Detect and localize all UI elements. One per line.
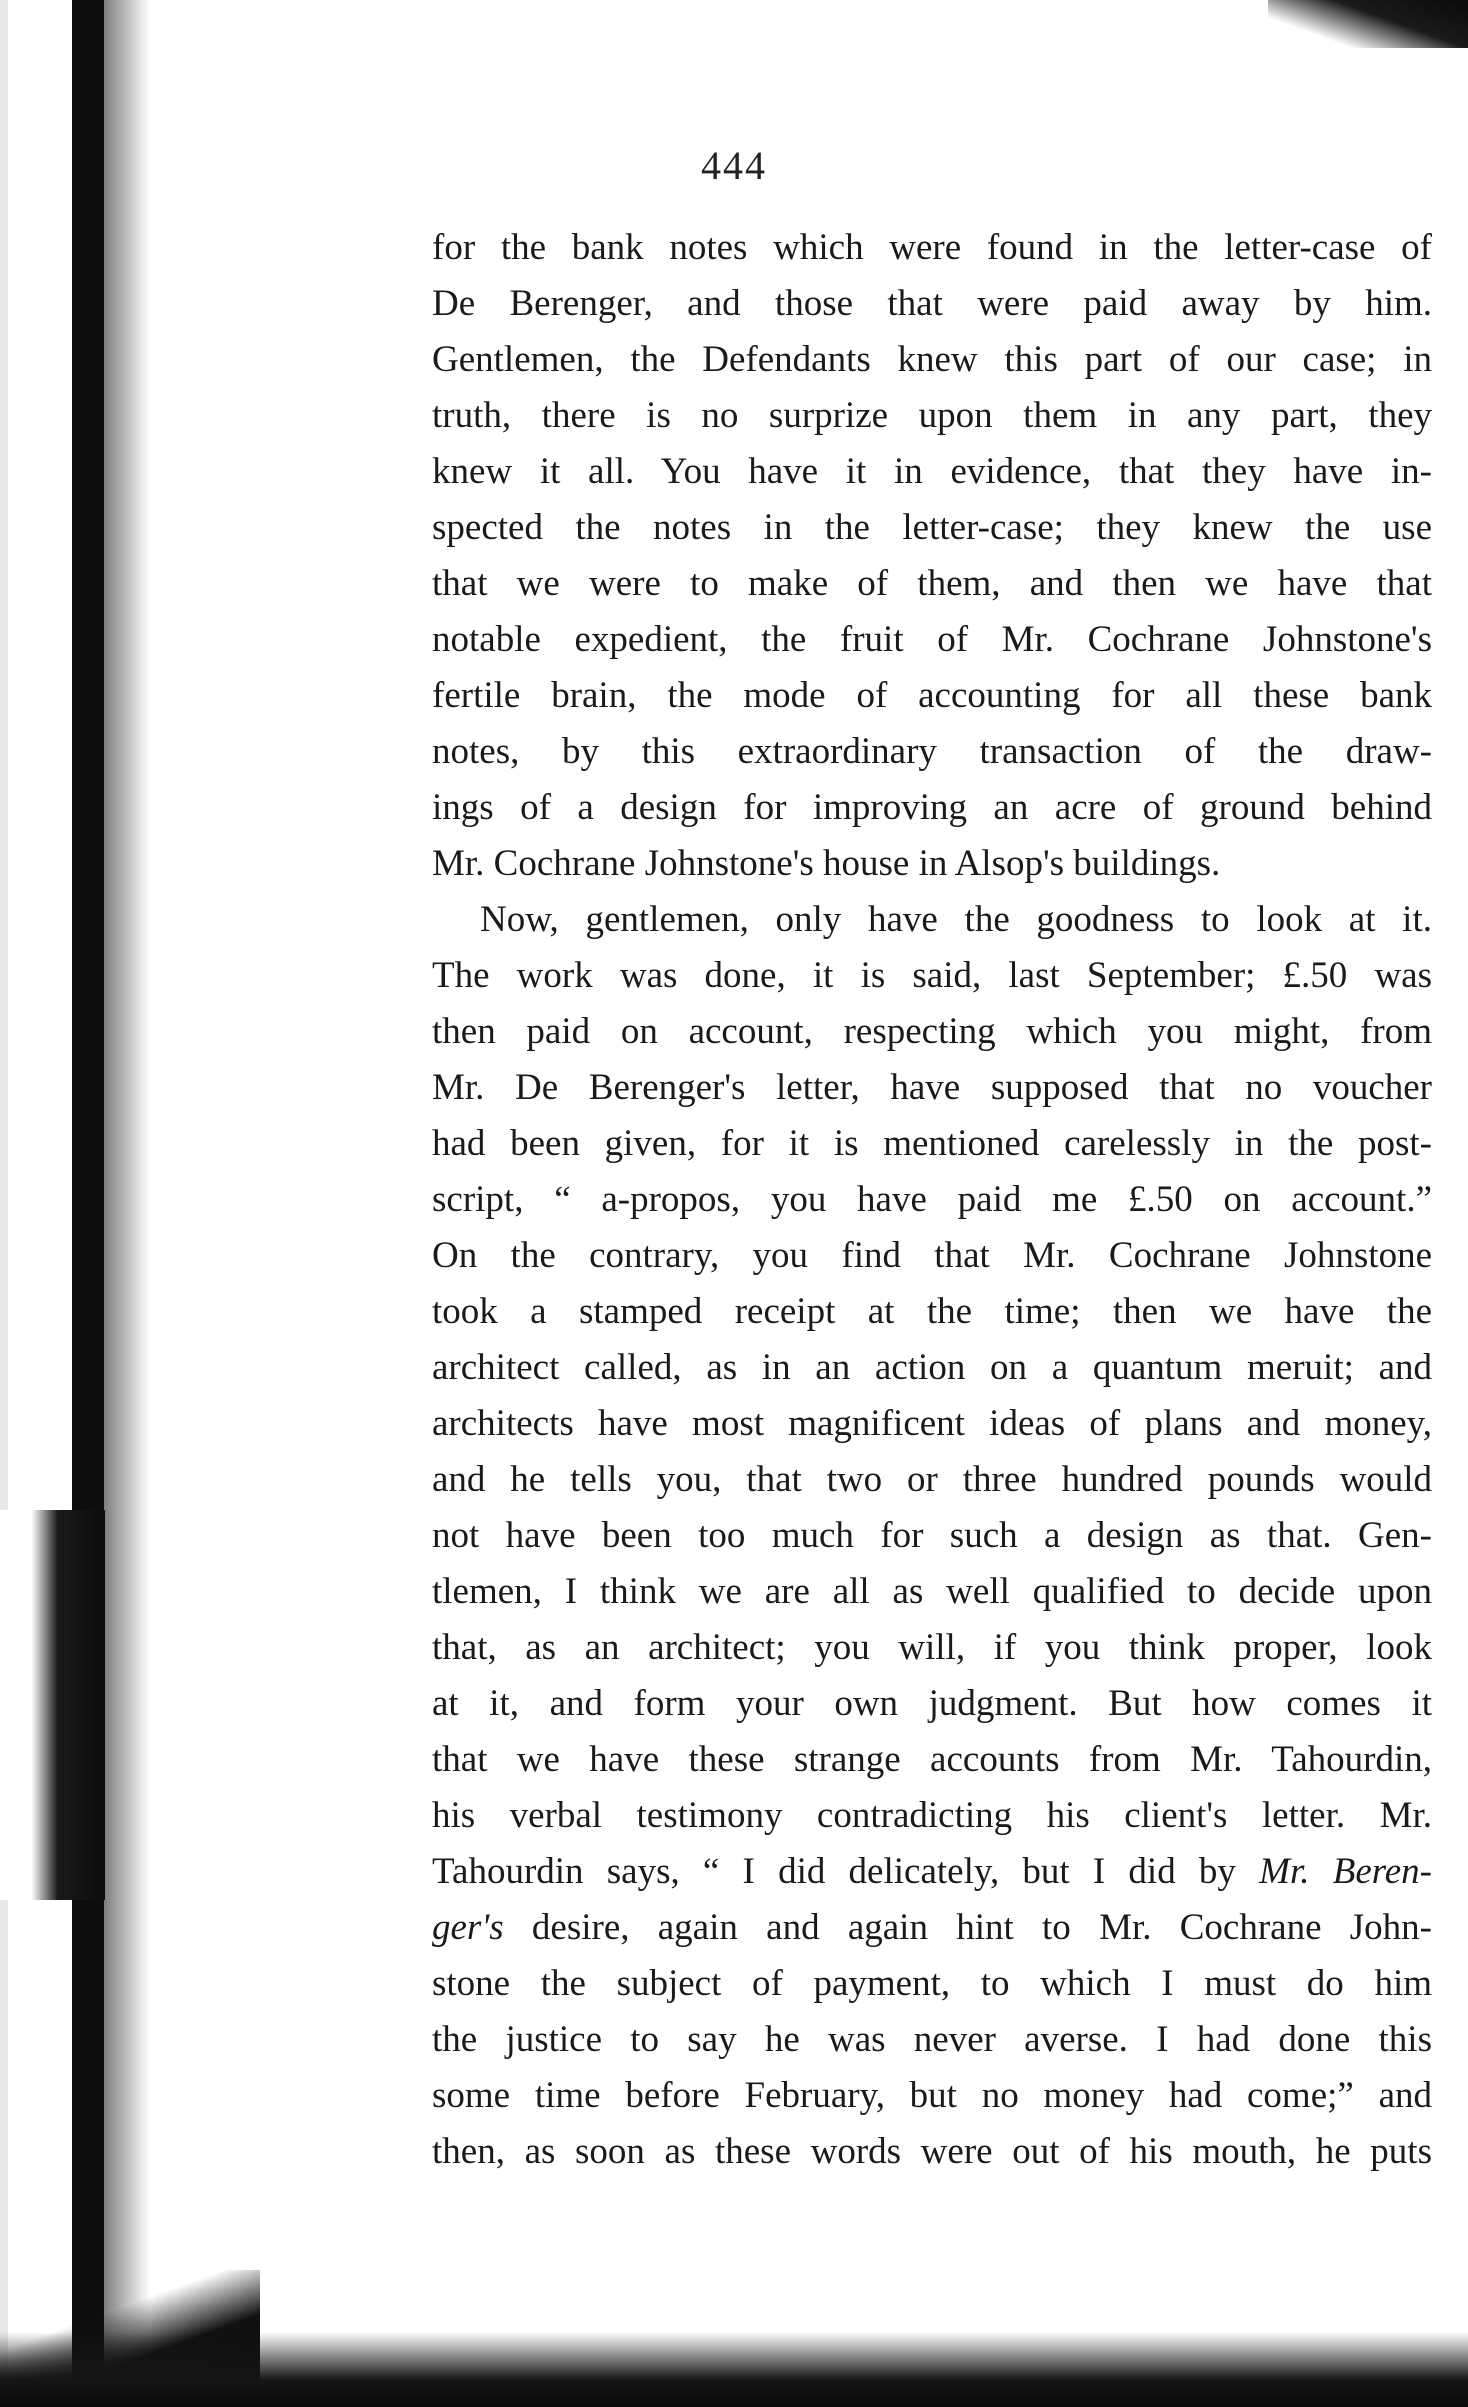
text-line: script, “ a-propos, you have paid me £.50 on account.” xyxy=(432,1179,1432,1220)
page-number: 444 xyxy=(701,143,767,188)
text-line: knew it all. You have it in evidence, that they have in- xyxy=(432,451,1432,492)
binding-shadow-fade xyxy=(104,0,150,2407)
text-line: and he tells you, that two or three hundred pounds would xyxy=(432,1459,1432,1500)
text-line: tlemen, I think we are all as well qualified to decide upon xyxy=(432,1571,1432,1612)
text-line: spected the notes in the letter-case; they knew the use xyxy=(432,507,1432,548)
text-line: On the contrary, you find that Mr. Cochrane Johnstone xyxy=(432,1235,1432,1276)
text-line: fertile brain, the mode of accounting for all these bank xyxy=(432,675,1432,716)
text-line-part: desire, again and again hint to Mr. Cochrane John- xyxy=(531,1907,1432,1948)
page-left-edge xyxy=(0,0,8,2407)
text-line: Now, gentlemen, only have the goodness to look at it. xyxy=(480,899,1432,940)
text-line-with-italic xyxy=(432,1900,1432,1956)
binding-shadow xyxy=(72,0,104,2407)
page-corner-curl xyxy=(1268,0,1468,48)
text-line: The work was done, it is said, last September; £.50 was xyxy=(432,955,1432,996)
text-line: architect called, as in an action on a quantum meruit; and xyxy=(432,1347,1432,1388)
page-bottom-curl xyxy=(0,2300,1468,2407)
text-line: then paid on account, respecting which you might, from xyxy=(432,1011,1432,1052)
text-line: ings of a design for improving an acre of ground behind xyxy=(432,787,1432,828)
text-line: some time before February, but no money had come;” and xyxy=(432,2075,1432,2116)
text-line: that, as an architect; you will, if you think proper, look xyxy=(432,1627,1432,1668)
text-line: Mr. De Berenger's letter, have supposed that no voucher xyxy=(432,1067,1432,1108)
text-line: not have been too much for such a design as that. Gen- xyxy=(432,1515,1432,1556)
text-line-part: Tahourdin says, “ I did delicately, but I did by xyxy=(432,1851,1236,1892)
text-line: truth, there is no surprize upon them in any part, they xyxy=(432,395,1432,436)
text-line: that we have these strange accounts from Mr. Tahourdin, xyxy=(432,1739,1432,1780)
text-line: stone the subject of payment, to which I must do him xyxy=(432,1963,1432,2004)
text-line: at it, and form your own judgment. But how comes it xyxy=(432,1683,1432,1724)
text-line: Gentlemen, the Defendants knew this part of our case; in xyxy=(432,339,1432,380)
text-line: the justice to say he was never averse. I had done this xyxy=(432,2019,1432,2060)
text-line: architects have most magnificent ideas of plans and money, xyxy=(432,1403,1432,1444)
italic-name: Mr. Beren- xyxy=(1259,1851,1433,1892)
text-line-with-italic xyxy=(432,1844,1432,1900)
text-line: notes, by this extraordinary transaction of the draw- xyxy=(432,731,1432,772)
text-line: his verbal testimony contradicting his client's letter. Mr. xyxy=(432,1795,1432,1836)
text-line: Mr. Cochrane Johnstone's house in Alsop's buildings. xyxy=(432,843,1221,884)
text-line: took a stamped receipt at the time; then we have the xyxy=(432,1291,1432,1332)
text-line: that we were to make of them, and then we have that xyxy=(432,563,1432,604)
binding-shadow-thick xyxy=(0,1510,105,1900)
text-line: then, as soon as these words were out of his mouth, he puts xyxy=(432,2131,1432,2172)
body-text xyxy=(432,220,1432,2180)
text-line: De Berenger, and those that were paid away by him. xyxy=(432,283,1432,324)
italic-name-continued: ger's xyxy=(432,1907,504,1948)
text-line: had been given, for it is mentioned carelessly in the post- xyxy=(432,1123,1432,1164)
text-line: for the bank notes which were found in the letter-case of xyxy=(432,227,1432,268)
text-line: notable expedient, the fruit of Mr. Cochrane Johnstone's xyxy=(432,619,1432,660)
